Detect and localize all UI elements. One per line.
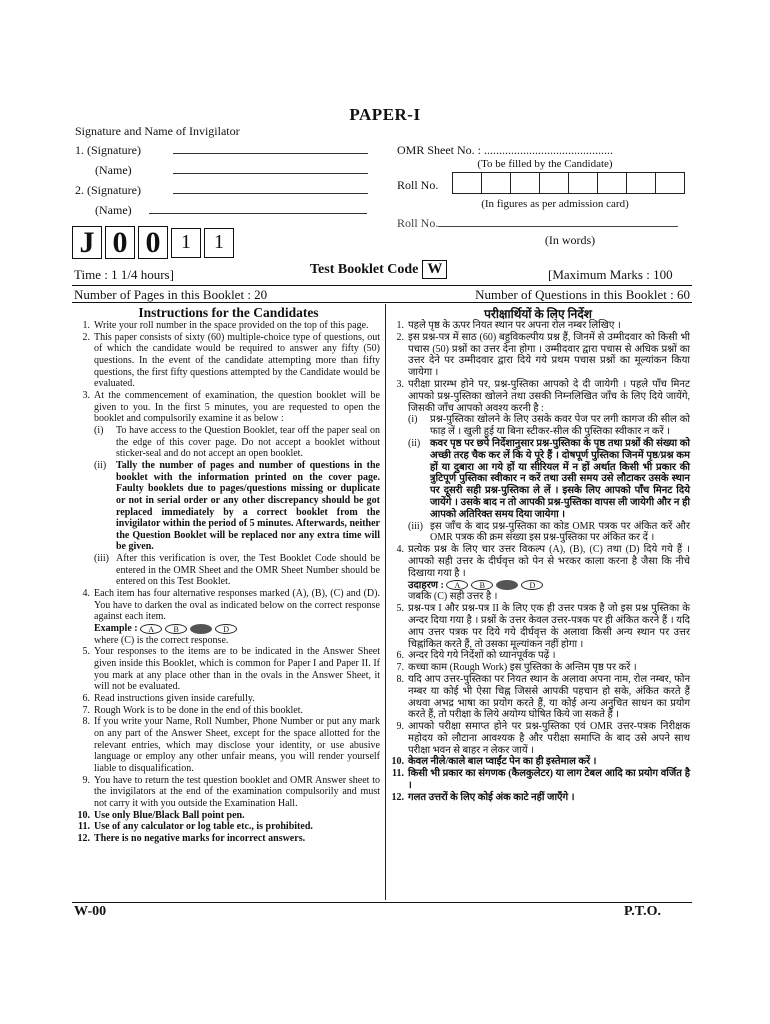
roll-box[interactable]: [655, 172, 685, 194]
omr-note: (To be filled by the Candidate): [477, 158, 613, 170]
instruction-item: 1. पहले पृष्ठ के ऊपर नियत स्थान पर अपना रोल नम्बर लिखिए ।: [396, 320, 621, 331]
instruction-item: 1. Write your roll number in the space provided on the top of this page.: [82, 320, 369, 331]
name-1-line: [173, 164, 368, 174]
roll-box[interactable]: [568, 172, 598, 194]
name-2-row: [95, 203, 367, 218]
instruction-item: 12. गलत उत्तरों के लिए कोई अंक काटे नहीं जाएँगे ।: [391, 791, 575, 803]
oval-d: D: [521, 580, 543, 590]
instruction-item: 3. परीक्षा प्रारम्भ होने पर, प्रश्न-पुस्तिका आपको दे दी जायेगी । पहले पाँच मिनट आपको प्रश्न-पुस्तिका खोलने तथा उसकी निम्नलिखित जाँच के लिए दिये जायेंगे, जिसकी जाँच आपको अवश्य करनी है :: [396, 378, 690, 414]
code-char: 0: [105, 226, 135, 259]
roll-box[interactable]: [481, 172, 511, 194]
instruction-item: 5. Your responses to the items are to be indicated in the Answer Sheet given inside this Booklet, which is common for Paper I and Paper II. If you mark at any place other than in the ovals in the Answer Sheet, it will not be evaluated.: [82, 646, 380, 693]
pages-count: Number of Pages in this Booklet : 20: [74, 287, 268, 302]
hindi-instructions-title: परीक्षार्थियों के लिए निर्देश: [484, 307, 592, 321]
name-1-row: [95, 163, 368, 178]
english-instructions: 1. Write your roll number in the space provided on the top of this page. 2. This paper consists of sixty (60) multiple-choice type of questions, out of which the candidate would be required to answer any fifty (50) questions. In the event of the candidate attempting more than fifty questions, the first fifty questions attempted by the Candidate would be evaluated. 3. At the commencement of examination, the question booklet will be given to you. In the first 5 minutes, you are requested to open the booklet and compulsorily examine it as below : (i) To have access to the Question Booklet, tear off the paper seal on the edge of this cover page. Do not accept a booklet without sticker-seal and do not accept an open booklet. (ii) Tally the number of pages and number of questions in the booklet with the information printed on the cover page. Faulty booklets due to pages/questions missing or duplicate or not in serial order or any other discrepancy should be got replaced immediately by a correct booklet from the invigilator within the period of 5 minutes. Afterwards, neither the Question Booklet will be replaced nor any extra time will be given. (iii) After this verification is over, the Test Booklet Code should be entered in the OMR Sheet and the OMR Sheet Number should be entered on this Test Booklet. 4. Each item has four alternative responses marked (A), (B), (C) and (D). You have to darken the oval as indicated below on the correct response against each item. Example : A B D where (C) is the correct response. 5. Your responses to the items are to be indicated in the Answer Sheet given inside this Booklet, which is common for Paper I and Paper II. If you mark at any place other than in the ovals in the Answer Sheet, it will not be evaluated. 6. Read instructions given inside carefully. 7. Rough Work is to be done in the end of this booklet. 8. If you write your Name, Roll Number, Phone Number or put any mark on any part of the Answer Sheet, except for the space allotted for the relevant entries, which may disclose your identity, or use abusive language or employ any other unfair means, you will render yourself liable to disqualification. 9. You have to return the test question booklet and OMR Answer sheet to the invigilators at the end of the examination compulsorily and must not carry it with you outside the Examination Hall. 10. Use only Blue/Black Ball point pen. 11. Use of any calculator or log table etc., is prohibited. 12. There is no negative marks for incorrect answers.: [74, 320, 380, 845]
instruction-subitem: (iii) After this verification is over, the Test Booklet Code should be entered in the OMR Sheet and the OMR Sheet Number should be entered on this Test Booklet.: [94, 553, 380, 588]
oval-a: A: [446, 580, 468, 590]
instruction-item: 11. Use of any calculator or log table etc., is prohibited.: [78, 821, 313, 833]
paper-code-boxes: [72, 226, 237, 259]
questions-count: Number of Questions in this Booklet : 60: [475, 287, 690, 302]
in-figures-note: (In figures as per admission card): [481, 198, 629, 210]
roll-no-words-line: [438, 218, 678, 227]
instruction-item: 2. This paper consists of sixty (60) multiple-choice type of questions, out of which the candidate would be required to answer any fifty (50) questions. In the event of the candidate attempting more than fifty questions, the first fifty questions attempted by the Candidate would be evaluated.: [82, 331, 380, 390]
instruction-item: 8. यदि आप उत्तर-पुस्तिका पर नियत स्थान के अलावा अपना नाम, रोल नम्बर, फोन नम्बर या कोई भी ऐसा चिह्न जिससे आपकी पहचान हो सके, अंकित करते हैं अथवा अभद्र भाषा का प्रयोग करते हैं, या कोई अन्य अनुचित साधन का प्रयोग करते हैं, तो परीक्षा के लिये अयोग्य घोषित किये जा सकते हैं ।: [396, 673, 690, 721]
example-ovals: [446, 580, 543, 590]
oval-a: A: [140, 624, 162, 634]
instruction-subitem: (ii) कवर पृष्ठ पर छपे निर्देशानुसार प्रश्न-पुस्तिका के पृष्ठ तथा प्रश्नों की संख्या को अच्छी तरह चैक कर लें कि ये पूरे हैं । दोषपूर्ण पुस्तिका जिनमें पृष्ठ/प्रश्न कम हों या दुबारा आ गये हों या सीरियल में न हों अर्थात किसी भी प्रकार की त्रुटिपूर्ण पुस्तिका स्वीकार न करें तथा उसी समय उसे लौटाकर उसके स्थान पर दूसरी सही प्रश्न-पुस्तिका ले लें । इसके लिए आपको पाँच मिनट दिये जायेंगे । उसके बाद न तो आपकी प्रश्न-पुस्तिका वापस ली जायेगी और न ही आपको अतिरिक्त समय दिया जायेगा ।: [408, 437, 690, 520]
time-label: Time : 1 1/4 hours]: [74, 267, 174, 282]
roll-box[interactable]: [626, 172, 656, 194]
instruction-item: 2. इस प्रश्न-पत्र में साठ (60) बहुविकल्पीय प्रश्न हैं, जिनमें से उम्मीदवार को किसी भी पचास (50) प्रश्नों का उत्तर देना होगा । उम्मीदवार द्वारा पचास से अधिक प्रश्नों का उत्तर देने पर उम्मीदवार द्वारा दिये गये प्रथम पचास प्रश्नों का मूल्यांकन किया जायेगा ।: [396, 331, 690, 379]
instruction-item: 10. केवल नीले/काले बाल प्वाईंट पेन का ही इस्तेमाल करें ।: [391, 756, 597, 768]
code-char: 0: [138, 226, 168, 259]
signature-1-label: 1. (Signature): [75, 143, 141, 157]
name-2-line: [149, 204, 367, 214]
paper-title: PAPER-I: [349, 105, 421, 124]
example-ovals: [140, 624, 237, 634]
example-row: उदाहरण : A B D: [388, 580, 690, 592]
instruction-item: 12. There is no negative marks for incorrect answers.: [77, 832, 306, 844]
instruction-item: 6. Read instructions given inside carefully.: [82, 693, 255, 704]
roll-box[interactable]: [539, 172, 569, 194]
signature-2-line: [173, 184, 368, 194]
instruction-item: 6. अन्दर दिये गये निर्देशों को ध्यानपूर्वक पढ़ें ।: [396, 650, 556, 662]
instruction-item: 10. Use only Blue/Black Ball point pen.: [77, 809, 245, 821]
code-char: 1: [204, 228, 234, 258]
roll-box[interactable]: [452, 172, 482, 194]
instruction-item: 7. कच्चा काम (Rough Work) इस पुस्तिका के अन्तिम पृष्ठ पर करें ।: [396, 662, 637, 674]
instruction-item: 4. प्रत्येक प्रश्न के लिए चार उत्तर विकल्प (A), (B), (C) तथा (D) दिये गये हैं । आपको सही उत्तर के दीर्घवृत्त को पेन से भरकर काला करना है जैसा कि नीचे दिखाया गया है ।: [396, 544, 690, 579]
column-divider: [385, 304, 386, 900]
signature-1-row: [75, 143, 368, 158]
invigilator-heading: Signature and Name of Invigilator: [75, 124, 240, 138]
instructions-title: Instructions for the Candidates: [138, 305, 319, 320]
instruction-item: 5. प्रश्न-पत्र I और प्रश्न-पत्र II के लिए एक ही उत्तर पत्रक है जो इस प्रश्न पुस्तिका के अन्दर दिया गया है । प्रश्नों के उत्तर केवल उत्तर-पत्रक पर ही अंकित करने हैं । यदि आप उत्तर पत्रक पर दिये गये दीर्घवृत्त के अलावा किसी अन्य स्थान पर उत्तर चिह्नांकित करते हैं, तो उसका मूल्यांकन नहीं होगा ।: [396, 603, 690, 650]
instruction-subitem: (i) To have access to the Question Booklet, tear off the paper seal on the edge of this cover page. Do not accept a booklet without sticker-seal and do not accept an open booklet.: [94, 424, 380, 460]
instruction-subitem: (ii) Tally the number of pages and number of questions in the booklet with the information printed on the cover page. Faulty booklets due to pages/questions missing or duplicate or not in serial order or any other discrepancy should be got replaced immediately by a correct booklet from the invigilator within the period of 5 minutes. Afterwards, neither the Question Booklet will be replaced nor any extra time will be given.: [94, 459, 380, 553]
oval-c-filled: [496, 580, 518, 590]
instruction-subitem: (i) प्रश्न-पुस्तिका खोलने के लिए उसके कवर पेज पर लगी कागज की सील को फाड़ लें । खुली हुई या बिना स्टीकर-सील की पुस्तिका स्वीकार न करें ।: [408, 414, 690, 438]
signature-2-row: [75, 183, 368, 198]
roll-box[interactable]: [510, 172, 540, 194]
pages-bar: [72, 285, 692, 303]
signature-2-label: 2. (Signature): [75, 183, 141, 197]
roll-no-boxes: [452, 172, 684, 194]
in-words-note: (In words): [544, 233, 596, 247]
code-char: 1: [171, 228, 201, 258]
oval-c-filled: [190, 624, 212, 634]
name-2-label: (Name): [95, 203, 132, 217]
roll-no-words-label: Roll No.: [397, 216, 439, 230]
max-marks: [Maximum Marks : 100: [548, 267, 673, 282]
instruction-item: 9. You have to return the test question booklet and OMR Answer sheet to the invigilators at the end of the examination compulsorily and must not carry it with you outside the Examination Hall.: [82, 774, 380, 809]
instruction-item: 7. Rough Work is to be done in the end of this booklet.: [82, 704, 303, 716]
booklet-code-label: Test Booklet Code: [310, 262, 419, 277]
signature-1-line: [173, 144, 368, 154]
booklet-code-value: W: [422, 260, 447, 279]
code-char: J: [72, 226, 102, 259]
instruction-item: 11. किसी भी प्रकार का संगणक (कैलकुलेटर) या लाग टेबल आदि का प्रयोग वर्जित है ।: [392, 768, 690, 792]
footer-pto: P.T.O.: [624, 904, 661, 919]
instruction-item: 4. Each item has four alternative responses marked (A), (B), (C) and (D). You have to darken the oval as indicated below on the correct response against each item.: [82, 588, 380, 623]
instruction-item: 3. At the commencement of examination, the question booklet will be given to you. In the first 5 minutes, you are requested to open the booklet and compulsorily examine it as below :: [82, 389, 380, 425]
instruction-item: 8. If you write your Name, Roll Number, Phone Number or put any mark on any part of the Answer Sheet, except for the space allotted for the relevant entries, which may disclose your identity, or use abusive language or employ any other unfair means, you will render yourself liable to disqualification.: [82, 716, 380, 774]
roll-box[interactable]: [597, 172, 627, 194]
instruction-subitem: (iii) इस जाँच के बाद प्रश्न-पुस्तिका का कोड OMR पत्रक पर अंकित करें और OMR पत्रक की क्रम संख्या इस प्रश्न-पुस्तिका पर अंकित कर दें ।: [408, 520, 690, 544]
oval-b: B: [471, 580, 493, 590]
hindi-instructions: 1. पहले पृष्ठ के ऊपर नियत स्थान पर अपना रोल नम्बर लिखिए । 2. इस प्रश्न-पत्र में साठ (60) बहुविकल्पीय प्रश्न हैं, जिनमें से उम्मीदवार को किसी भी पचास (50) प्रश्नों का उत्तर देना होगा । उम्मीदवार द्वारा पचास से अधिक प्रश्नों का उत्तर देने पर उम्मीदवार द्वारा दिये गये प्रथम पचास प्रश्नों का मूल्यांकन किया जायेगा । 3. परीक्षा प्रारम्भ होने पर, प्रश्न-पुस्तिका आपको दे दी जायेगी । पहले पाँच मिनट आपको प्रश्न-पुस्तिका खोलने तथा उसकी निम्नलिखित जाँच के लिए दिये जायेंगे, जिसकी जाँच आपको अवश्य करनी है : (i) प्रश्न-पुस्तिका खोलने के लिए उसके कवर पेज पर लगी कागज की सील को फाड़ लें । खुली हुई या बिना स्टीकर-सील की पुस्तिका स्वीकार न करें । (ii) कवर पृष्ठ पर छपे निर्देशानुसार प्रश्न-पुस्तिका के पृष्ठ तथा प्रश्नों की संख्या को अच्छी तरह चैक कर लें कि ये पूरे हैं । दोषपूर्ण पुस्तिका जिनमें पृष्ठ/प्रश्न कम हों या दुबारा आ गये हों या सीरियल में न हों अर्थात किसी भी प्रकार की त्रुटिपूर्ण पुस्तिका स्वीकार न करें तथा उसी समय उसे लौटाकर उसके स्थान पर दूसरी सही प्रश्न-पुस्तिका ले लें । इसके लिए आपको पाँच मिनट दिये जायेंगे । उसके बाद न तो आपकी प्रश्न-पुस्तिका वापस ली जायेगी और न ही आपको अतिरिक्त समय दिया जायेगा । (iii) इस जाँच के बाद प्रश्न-पुस्तिका का कोड OMR पत्रक पर अंकित करें और OMR पत्रक की क्रम संख्या इस प्रश्न-पुस्तिका पर अंकित कर दें । 4. प्रत्येक प्रश्न के लिए चार उत्तर विकल्प (A), (B), (C) तथा (D) दिये गये हैं । आपको सही उत्तर के दीर्घवृत्त को पेन से भरकर काला करना है जैसा कि नीचे दिखाया गया है । उदाहरण : A B D जबकि (C) सही उत्तर है । 5. प्रश्न-पत्र I और प्रश्न-पत्र II के लिए एक ही उत्तर पत्रक है जो इस प्रश्न पुस्तिका के अन्दर दिया गया है । प्रश्नों के उत्तर केवल उत्तर-पत्रक पर ही अंकित करने हैं । यदि आप उत्तर पत्रक पर दिये गये दीर्घवृत्त के अलावा किसी अन्य स्थान पर उत्तर चिह्नांकित करते हैं, तो उसका मूल्यांकन नहीं होगा । 6. अन्दर दिये गये निर्देशों को ध्यानपूर्वक पढ़ें । 7. कच्चा काम (Rough Work) इस पुस्तिका के अन्तिम पृष्ठ पर करें । 8. यदि आप उत्तर-पुस्तिका पर नियत स्थान के अलावा अपना नाम, रोल नम्बर, फोन नम्बर या कोई भी ऐसा चिह्न जिससे आपकी पहचान हो सके, अंकित करते हैं अथवा अभद्र भाषा का प्रयोग करते हैं, या कोई अन्य अनुचित साधन का प्रयोग करते हैं, तो परीक्षा के लिये अयोग्य घोषित किये जा सकते हैं । 9. आपको परीक्षा समाप्त होने पर प्रश्न-पुस्तिका एवं OMR उत्तर-पत्रक निरीक्षक महोदय को लौटाना आवश्यक है और परीक्षा समाप्ति के बाद उसे अपने साथ परीक्षा भवन से बाहर न लेकर जायें । 10. केवल नीले/काले बाल प्वाईंट पेन का ही इस्तेमाल करें । 11. किसी भी प्रकार का संगणक (कैलकुलेटर) या लाग टेबल आदि का प्रयोग वर्जित है । 12. गलत उत्तरों के लिए कोई अंक काटे नहीं जाएँगे ।: [388, 320, 690, 804]
oval-b: B: [165, 624, 187, 634]
oval-d: D: [215, 624, 237, 634]
omr-sheet-no: OMR Sheet No. : ...........................................: [397, 143, 613, 157]
name-1-label: (Name): [95, 163, 132, 177]
instruction-item: 9. आपको परीक्षा समाप्त होने पर प्रश्न-पुस्तिका एवं OMR उत्तर-पत्रक निरीक्षक महोदय को लौटाना आवश्यक है और परीक्षा समाप्ति के बाद उसे अपने साथ परीक्षा भवन से बाहर न लेकर जायें ।: [396, 721, 690, 756]
roll-no-words-row: [397, 216, 678, 231]
footer-rule: [72, 902, 692, 903]
example-row: Example : A B D: [74, 623, 380, 635]
roll-no-label: Roll No.: [397, 178, 439, 192]
test-booklet-code: [310, 260, 447, 279]
footer-code: W-00: [74, 904, 107, 919]
